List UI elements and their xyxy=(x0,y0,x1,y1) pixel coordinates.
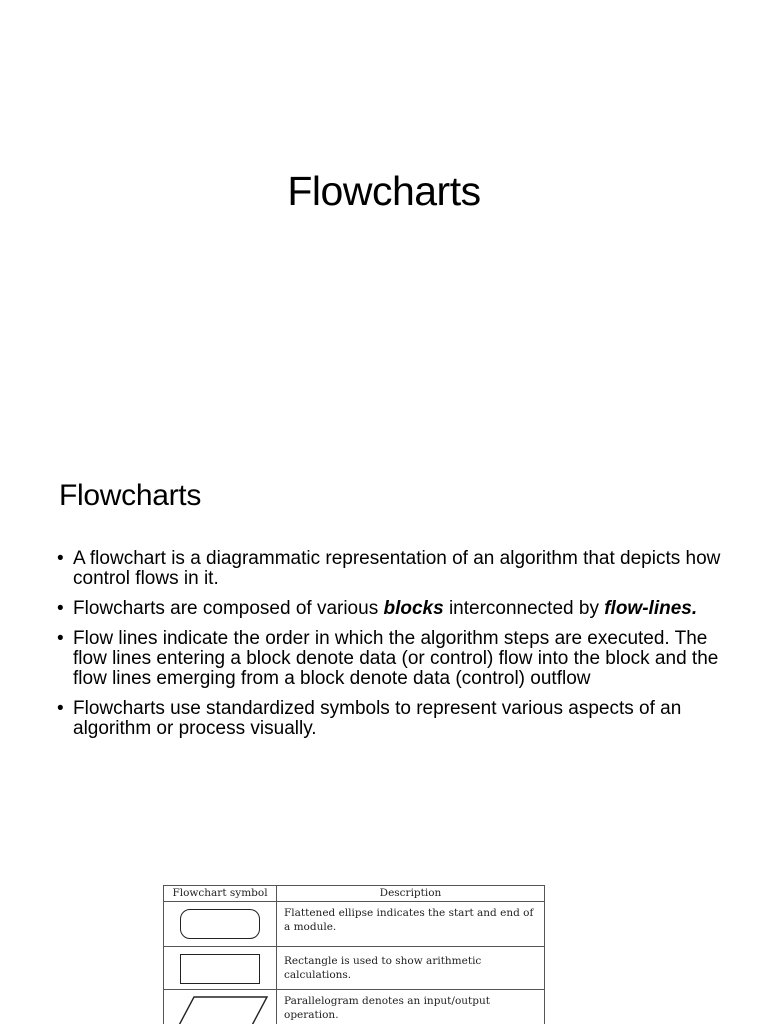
symbol-cell xyxy=(164,990,277,1024)
bullet-item xyxy=(57,599,727,619)
bullet-text: interconnected by xyxy=(443,598,605,619)
description-cell: Parallelogram denotes an input/output operation. xyxy=(277,990,545,1024)
bullet-list xyxy=(57,549,727,749)
bullet-item xyxy=(57,629,727,689)
bullet-text: A flowchart is a diagrammatic representation of an algorithm that depicts how control flows in it. xyxy=(73,548,721,589)
bullet-text: Flowcharts use standardized symbols to represent various aspects of an algorithm or process visually. xyxy=(73,698,682,739)
bullet-text: Flow lines indicate the order in which the algorithm steps are executed. The flow lines entering a block denote data (or control) flow into the block and the flow lines emerging from a block denote data (control) outflow xyxy=(73,628,719,689)
table-row xyxy=(164,990,545,1024)
bullet-item xyxy=(57,699,727,739)
table-header-row xyxy=(164,886,545,902)
symbol-cell xyxy=(164,902,277,947)
description-cell: Flattened ellipse indicates the start and end of a module. xyxy=(277,902,545,947)
parallelogram-symbol xyxy=(176,996,268,1024)
rectangle-symbol xyxy=(180,954,260,984)
header-flowchart-symbol: Flowchart symbol xyxy=(164,886,277,902)
title-slide-heading: Flowcharts xyxy=(287,168,481,214)
description-cell: Rectangle is used to show arithmetic calculations. xyxy=(277,947,545,990)
bullet-text: Flowcharts are composed of various xyxy=(73,598,384,619)
table-row xyxy=(164,902,545,947)
header-description: Description xyxy=(277,886,545,902)
flowchart-symbol-table xyxy=(163,885,545,1024)
symbol-cell xyxy=(164,947,277,990)
bullet-item xyxy=(57,549,727,589)
content-slide-heading: Flowcharts xyxy=(59,479,202,512)
flattened-ellipse-symbol xyxy=(180,909,260,939)
bullet-emphasis-blocks: blocks xyxy=(383,598,444,619)
bullet-emphasis-flow-lines: flow-lines. xyxy=(604,598,698,619)
table-row xyxy=(164,947,545,990)
